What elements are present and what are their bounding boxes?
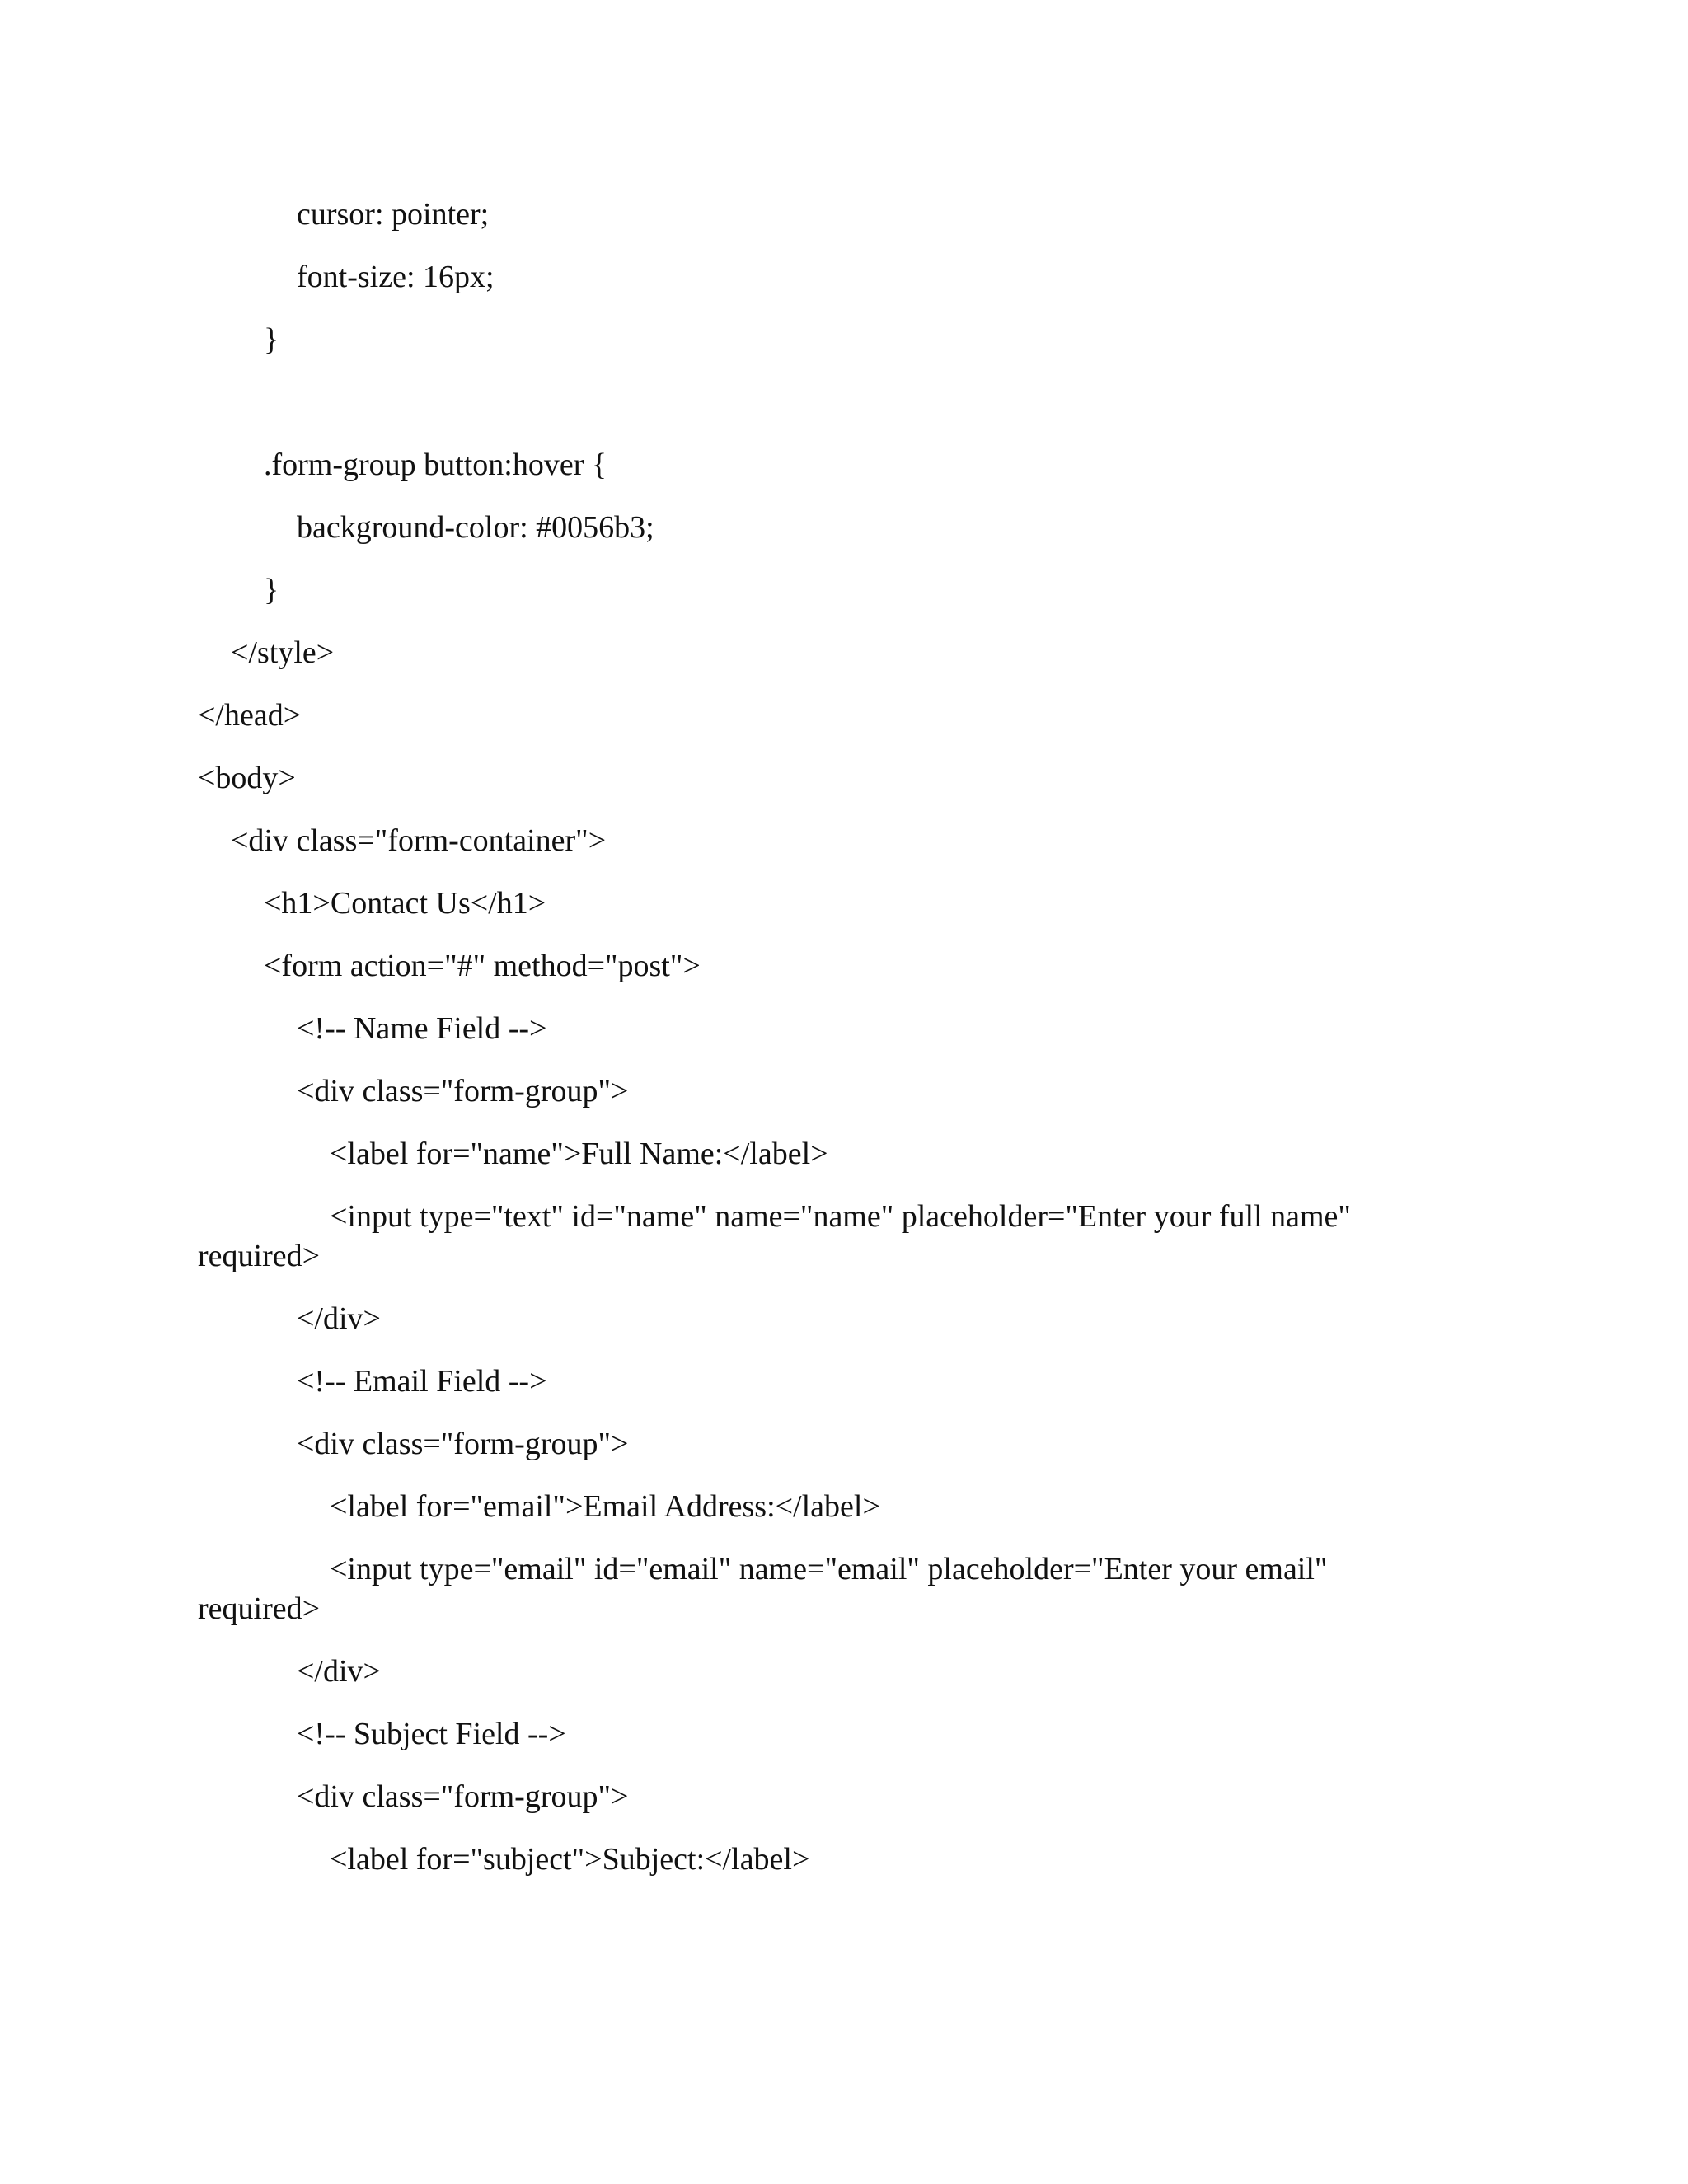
code-line: font-size: 16px;	[297, 260, 495, 294]
code-line: </div>	[297, 1301, 381, 1336]
code-line: <input type="email" id="email" name="email" placeholder="Enter your email"	[330, 1552, 1328, 1586]
code-line: <div class="form-group">	[297, 1427, 629, 1461]
code-line: </head>	[198, 698, 302, 733]
code-line: required>	[198, 1591, 321, 1626]
code-line: }	[264, 322, 279, 357]
code-line: </div>	[297, 1654, 381, 1689]
code-line: }	[264, 573, 279, 607]
code-line: <label for="subject">Subject:</label>	[330, 1842, 810, 1877]
code-line: cursor: pointer;	[297, 197, 490, 232]
code-line: <form action="#" method="post">	[264, 949, 701, 983]
code-line: <div class="form-group">	[297, 1074, 629, 1108]
code-line: <!-- Email Field -->	[297, 1364, 547, 1399]
code-line: background-color: #0056b3;	[297, 510, 654, 545]
code-line: <!-- Name Field -->	[297, 1011, 547, 1046]
code-line: <label for="email">Email Address:</label>	[330, 1489, 880, 1524]
code-line: <label for="name">Full Name:</label>	[330, 1137, 828, 1171]
code-line: <!-- Subject Field -->	[297, 1717, 566, 1751]
code-line: <h1>Contact Us</h1>	[264, 886, 546, 921]
code-line: .form-group button:hover {	[264, 448, 607, 482]
code-line: <input type="text" id="name" name="name" placeholder="Enter your full name"	[330, 1199, 1351, 1234]
code-line: </style>	[231, 635, 335, 670]
code-line: required>	[198, 1239, 321, 1273]
code-line: <body>	[198, 761, 296, 795]
code-line: <div class="form-group">	[297, 1779, 629, 1814]
code-line: <div class="form-container">	[231, 823, 607, 858]
